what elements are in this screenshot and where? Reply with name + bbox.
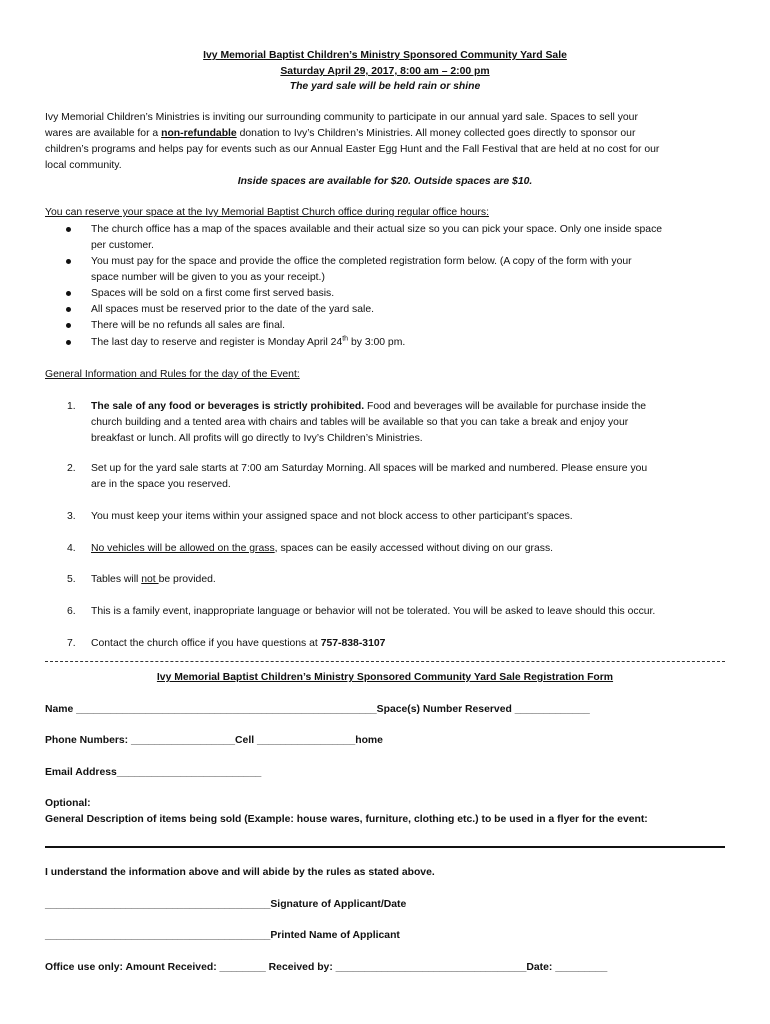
- intro-line-4: local community.: [45, 160, 122, 171]
- bullet-icon: [66, 227, 71, 232]
- registration-form-title: Ivy Memorial Baptist Children’s Ministry Sponsored Community Yard Sale Registration Form: [156, 672, 614, 683]
- rule-number: 6.: [67, 606, 76, 617]
- rule-6: This is a family event, inappropriate language or behavior will not be tolerated. You will be asked to leave should this occur.: [91, 606, 656, 617]
- reserve-bullet-1-line-2: per customer.: [91, 240, 154, 251]
- bullet-icon: [66, 323, 71, 328]
- rule-7: [91, 636, 385, 652]
- rule-1-line-3: breakfast or lunch. All profits will go directly to Ivy’s Children’s Ministries.: [91, 433, 423, 444]
- no-vehicles-text: No vehicles will be allowed on the grass: [91, 543, 275, 554]
- reserve-bullet-4: All spaces must be reserved prior to the date of the yard sale.: [91, 304, 375, 315]
- rule-text: Tables will: [91, 574, 142, 585]
- ordinal-suffix: th: [342, 335, 349, 343]
- intro-line-3: children’s programs and helps pay for events such as our Annual Easter Egg Hunt and the Fall Festival that are held at no cost for our: [45, 144, 660, 155]
- office-use-field[interactable]: Office use only: Amount Received: ________ Received by: _________________________________Date: _________: [45, 962, 608, 973]
- reserve-heading: You can reserve your space at the Ivy Memorial Baptist Church office during regular office hours:: [45, 207, 489, 218]
- reserve-bullet-5: There will be no refunds all sales are final.: [91, 320, 286, 331]
- rule-1-line-1: [91, 399, 646, 415]
- rule-text: be provided.: [158, 574, 216, 585]
- event-date: Saturday April 29, 2017, 8:00 am – 2:00 pm: [280, 66, 490, 77]
- phone-numbers-field[interactable]: Phone Numbers: __________________Cell _________________home: [45, 735, 383, 746]
- reserve-bullet-3: Spaces will be sold on a first come first served basis.: [91, 288, 335, 299]
- intro-text: donation to Ivy’s Children’s Ministries. All money collected goes directly to sponsor our: [236, 128, 636, 139]
- bullet-icon: [66, 307, 71, 312]
- intro-line-1: Ivy Memorial Children’s Ministries is inviting our surrounding community to participate in our annual yard sale. Spaces to sell your: [45, 112, 638, 123]
- deadline-text: The last day to reserve and register is Monday April 24: [91, 337, 343, 348]
- rule-number: 1.: [67, 401, 76, 412]
- non-refundable-emphasis: non-refundable: [161, 128, 237, 139]
- church-phone-number: 757-838-3107: [320, 638, 386, 649]
- bullet-icon: [66, 291, 71, 296]
- rule-number: 7.: [67, 638, 76, 649]
- rules-heading: General Information and Rules for the day of the Event:: [45, 369, 300, 380]
- optional-label: Optional:: [45, 798, 91, 809]
- intro-text: wares are available for a: [45, 128, 162, 139]
- rule-2-line-1: Set up for the yard sale starts at 7:00 am Saturday Morning. All spaces will be marked and numbered. Please ensure you: [91, 463, 648, 474]
- reserve-bullet-2-line-1: You must pay for the space and provide the office the completed registration form below. (A copy of the form with your: [91, 256, 632, 267]
- space-prices: Inside spaces are available for $20. Outside spaces are $10.: [237, 176, 533, 187]
- rule-text: , spaces can be easily accessed without diving on our grass.: [274, 543, 554, 554]
- rule-text: Food and beverages will be available for purchase inside the: [364, 401, 647, 412]
- item-description-label: General Description of items being sold (Example: house wares, furniture, clothing etc.) to be used in a flyer for the event:: [45, 814, 648, 825]
- bullet-icon: [66, 259, 71, 264]
- printed-name-field[interactable]: _______________________________________Printed Name of Applicant: [45, 930, 400, 941]
- reserve-bullet-2-line-2: space number will be given to you as your receipt.): [91, 272, 325, 283]
- signature-date-field[interactable]: _______________________________________Signature of Applicant/Date: [45, 899, 407, 910]
- food-prohibited-text: The sale of any food or beverages is strictly prohibited.: [91, 401, 365, 412]
- not-emphasis: not: [141, 574, 159, 585]
- agreement-statement: I understand the information above and will abide by the rules as stated above.: [45, 867, 435, 878]
- email-address-field[interactable]: Email Address_________________________: [45, 767, 262, 778]
- rule-3: You must keep your items within your assigned space and not block access to other participant’s spaces.: [91, 511, 573, 522]
- bullet-icon: [66, 340, 71, 345]
- rule-2-line-2: are in the space you reserved.: [91, 479, 231, 490]
- cut-line-divider: [45, 661, 725, 662]
- name-space-field[interactable]: Name ____________________________________________________Space(s) Number Reserved _____________: [45, 704, 590, 715]
- rule-number: 3.: [67, 511, 76, 522]
- reserve-bullet-6: [91, 335, 405, 351]
- intro-line-2: [45, 126, 635, 142]
- reserve-bullet-1-line-1: The church office has a map of the spaces available and their actual size so you can pick your space. Only one inside space: [91, 224, 663, 235]
- rule-number: 4.: [67, 543, 76, 554]
- rule-1-line-2: church building and a tented area with chairs and tables will be available so that you can take a break and enjoy your: [91, 417, 629, 428]
- rule-number: 2.: [67, 463, 76, 474]
- rule-4: [91, 541, 553, 557]
- deadline-time: by 3:00 pm.: [348, 337, 406, 348]
- rule-text: Contact the church office if you have questions at: [91, 638, 321, 649]
- item-description-field[interactable]: [45, 846, 725, 848]
- rule-number: 5.: [67, 574, 76, 585]
- rule-5: [91, 572, 216, 588]
- rain-notice: The yard sale will be held rain or shine: [289, 81, 481, 92]
- document-title: Ivy Memorial Baptist Children’s Ministry Sponsored Community Yard Sale: [203, 50, 567, 61]
